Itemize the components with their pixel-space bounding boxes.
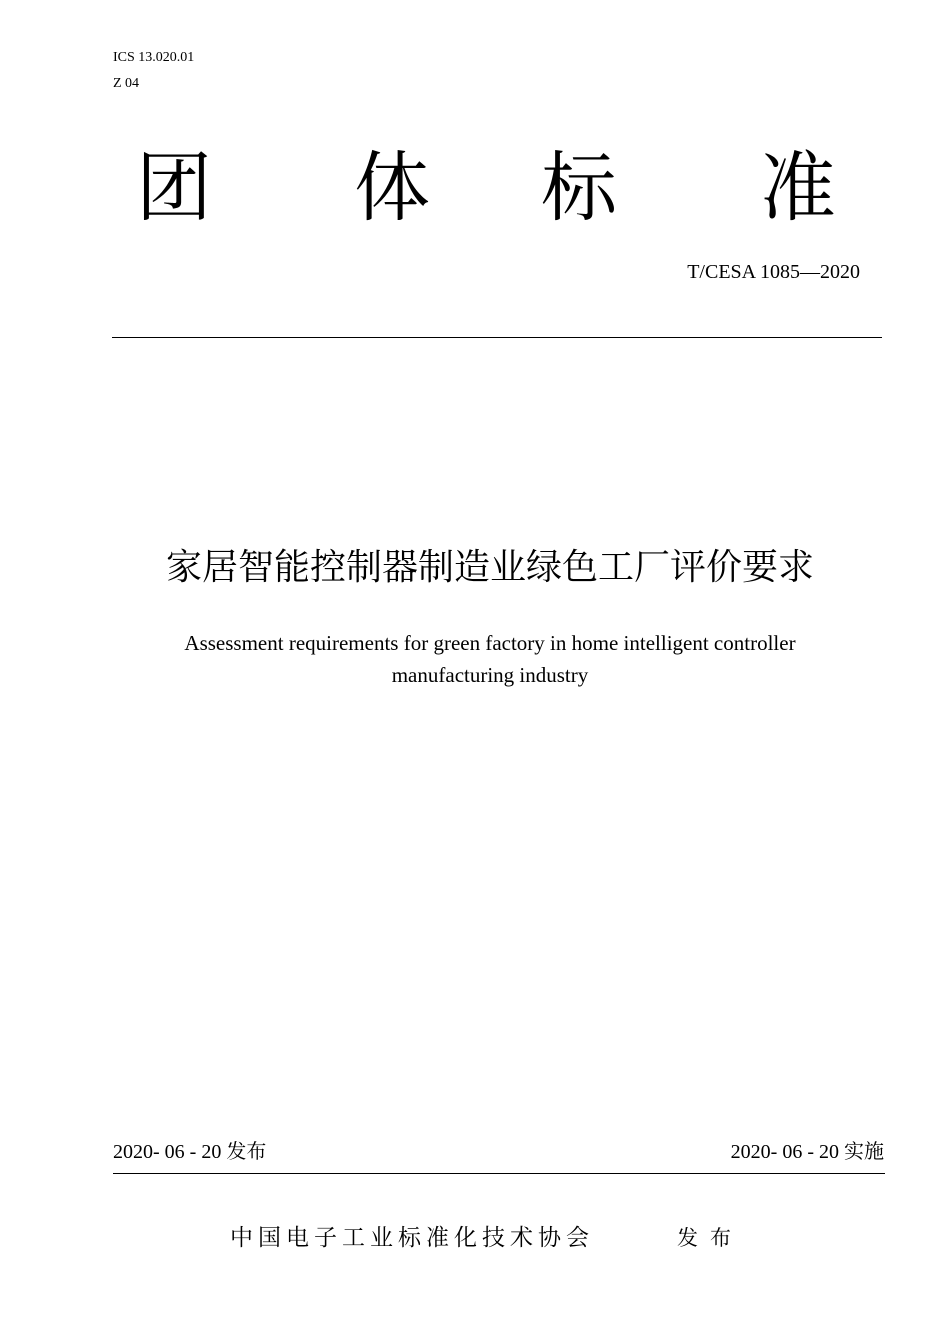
publisher-name: 中国电子工业标准化技术协会 bbox=[230, 1225, 594, 1251]
standard-type-char-1: 团 bbox=[136, 143, 212, 232]
bottom-divider bbox=[113, 1173, 885, 1174]
issue-date-label: 发布 bbox=[226, 1139, 267, 1163]
issue-date-value: 2020- 06 - 20 bbox=[113, 1141, 222, 1163]
title-english-line-2: manufacturing industry bbox=[391, 663, 589, 687]
issue-date bbox=[113, 1137, 266, 1166]
publish-label: 发布 bbox=[677, 1226, 743, 1250]
ics-code: ICS 13.020.01 bbox=[113, 50, 195, 65]
implementation-date-label: 实施 bbox=[844, 1139, 884, 1163]
top-divider bbox=[112, 337, 882, 338]
implementation-date bbox=[731, 1137, 884, 1166]
implementation-date-value: 2020- 06 - 20 bbox=[730, 1141, 839, 1163]
standard-number: T/CESA 1085—2020 bbox=[687, 261, 860, 283]
standard-type-char-4: 准 bbox=[760, 143, 836, 232]
classification-code: Z 04 bbox=[113, 76, 140, 91]
standard-type-char-3: 标 bbox=[541, 143, 617, 232]
title-chinese: 家居智能控制器制造业绿色工厂评价要求 bbox=[165, 547, 814, 588]
title-english-line-1: Assessment requirements for green factory in home intelligent controller bbox=[184, 631, 796, 655]
standard-type-char-2: 体 bbox=[354, 143, 430, 232]
